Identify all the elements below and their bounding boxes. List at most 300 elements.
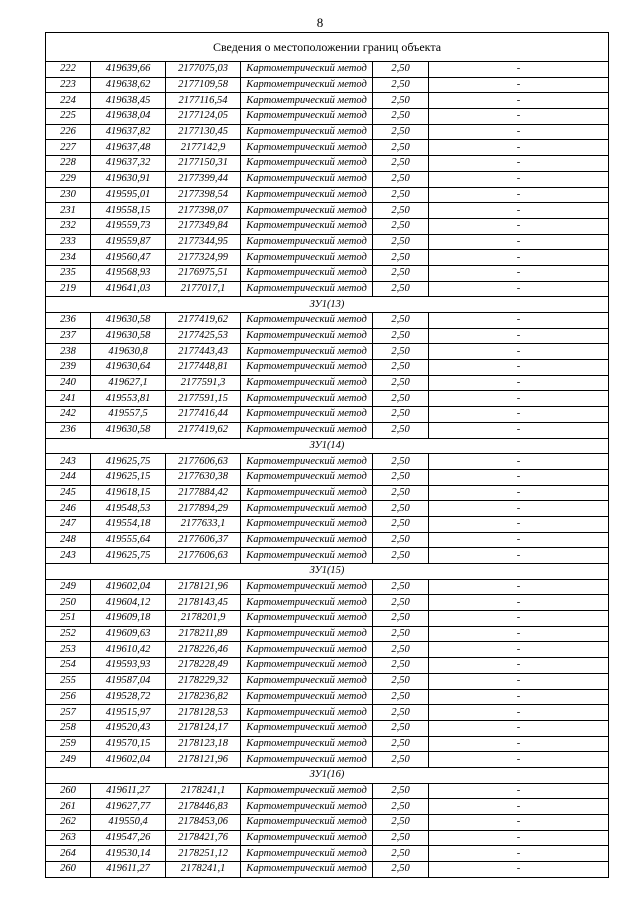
y-coordinate-cell: 2178121,96	[166, 579, 241, 595]
point-number-cell: 237	[46, 328, 91, 344]
accuracy-cell: 2,50	[373, 516, 429, 532]
accuracy-cell: 2,50	[373, 62, 429, 78]
y-coordinate-cell: 2177606,37	[166, 532, 241, 548]
table-row	[46, 250, 609, 266]
description-cell: -	[429, 673, 609, 689]
point-number-cell: 232	[46, 218, 91, 234]
method-cell: Картометрический метод	[241, 313, 373, 329]
table-row	[46, 407, 609, 423]
point-number-cell: 242	[46, 407, 91, 423]
x-coordinate-cell: 419610,42	[91, 642, 166, 658]
table-row	[46, 77, 609, 93]
description-cell: -	[429, 579, 609, 595]
table-row	[46, 391, 609, 407]
x-coordinate-cell: 419611,27	[91, 783, 166, 799]
point-number-cell: 234	[46, 250, 91, 266]
table-title-row	[46, 33, 609, 62]
point-number-cell: 230	[46, 187, 91, 203]
x-coordinate-cell: 419528,72	[91, 689, 166, 705]
accuracy-cell: 2,50	[373, 783, 429, 799]
description-cell: -	[429, 469, 609, 485]
method-cell: Картометрический метод	[241, 595, 373, 611]
x-coordinate-cell: 419638,04	[91, 109, 166, 125]
accuracy-cell: 2,50	[373, 469, 429, 485]
point-number-cell: 250	[46, 595, 91, 611]
method-cell: Картометрический метод	[241, 407, 373, 423]
accuracy-cell: 2,50	[373, 532, 429, 548]
y-coordinate-cell: 2177633,1	[166, 516, 241, 532]
description-cell: -	[429, 454, 609, 470]
accuracy-cell: 2,50	[373, 328, 429, 344]
method-cell: Картометрический метод	[241, 532, 373, 548]
method-cell: Картометрический метод	[241, 720, 373, 736]
point-number-cell: 247	[46, 516, 91, 532]
accuracy-cell: 2,50	[373, 595, 429, 611]
method-cell: Картометрический метод	[241, 109, 373, 125]
section-label: ЗУ1(15)	[46, 564, 609, 580]
x-coordinate-cell: 419559,73	[91, 218, 166, 234]
y-coordinate-cell: 2178236,82	[166, 689, 241, 705]
table-row	[46, 469, 609, 485]
accuracy-cell: 2,50	[373, 862, 429, 878]
x-coordinate-cell: 419550,4	[91, 815, 166, 831]
y-coordinate-cell: 2177419,62	[166, 313, 241, 329]
table-row	[46, 93, 609, 109]
x-coordinate-cell: 419560,47	[91, 250, 166, 266]
accuracy-cell: 2,50	[373, 375, 429, 391]
method-cell: Картометрический метод	[241, 218, 373, 234]
point-number-cell: 263	[46, 830, 91, 846]
point-number-cell: 225	[46, 109, 91, 125]
table-row	[46, 422, 609, 438]
point-number-cell: 255	[46, 673, 91, 689]
y-coordinate-cell: 2177630,38	[166, 469, 241, 485]
method-cell: Картометрический метод	[241, 469, 373, 485]
y-coordinate-cell: 2178201,9	[166, 611, 241, 627]
x-coordinate-cell: 419630,58	[91, 328, 166, 344]
x-coordinate-cell: 419625,75	[91, 548, 166, 564]
y-coordinate-cell: 2178226,46	[166, 642, 241, 658]
x-coordinate-cell: 419548,53	[91, 501, 166, 517]
table-row	[46, 265, 609, 281]
description-cell: -	[429, 344, 609, 360]
accuracy-cell: 2,50	[373, 752, 429, 768]
method-cell: Картометрический метод	[241, 344, 373, 360]
description-cell: -	[429, 720, 609, 736]
method-cell: Картометрический метод	[241, 673, 373, 689]
description-cell: -	[429, 218, 609, 234]
accuracy-cell: 2,50	[373, 109, 429, 125]
x-coordinate-cell: 419602,04	[91, 579, 166, 595]
accuracy-cell: 2,50	[373, 391, 429, 407]
table-row	[46, 375, 609, 391]
method-cell: Картометрический метод	[241, 422, 373, 438]
accuracy-cell: 2,50	[373, 313, 429, 329]
y-coordinate-cell: 2177075,03	[166, 62, 241, 78]
table-row	[46, 752, 609, 768]
description-cell: -	[429, 830, 609, 846]
table-row	[46, 234, 609, 250]
table-row	[46, 595, 609, 611]
method-cell: Картометрический метод	[241, 736, 373, 752]
x-coordinate-cell: 419618,15	[91, 485, 166, 501]
method-cell: Картометрический метод	[241, 62, 373, 78]
accuracy-cell: 2,50	[373, 720, 429, 736]
table-row	[46, 783, 609, 799]
y-coordinate-cell: 2178211,89	[166, 626, 241, 642]
method-cell: Картометрический метод	[241, 846, 373, 862]
y-coordinate-cell: 2177398,54	[166, 187, 241, 203]
method-cell: Картометрический метод	[241, 815, 373, 831]
method-cell: Картометрический метод	[241, 783, 373, 799]
accuracy-cell: 2,50	[373, 454, 429, 470]
description-cell: -	[429, 281, 609, 297]
accuracy-cell: 2,50	[373, 140, 429, 156]
y-coordinate-cell: 2177419,62	[166, 422, 241, 438]
accuracy-cell: 2,50	[373, 407, 429, 423]
point-number-cell: 262	[46, 815, 91, 831]
description-cell: -	[429, 234, 609, 250]
x-coordinate-cell: 419637,48	[91, 140, 166, 156]
table-row	[46, 344, 609, 360]
point-number-cell: 223	[46, 77, 91, 93]
description-cell: -	[429, 862, 609, 878]
x-coordinate-cell: 419520,43	[91, 720, 166, 736]
description-cell: -	[429, 391, 609, 407]
y-coordinate-cell: 2177324,99	[166, 250, 241, 266]
accuracy-cell: 2,50	[373, 642, 429, 658]
description-cell: -	[429, 611, 609, 627]
method-cell: Картометрический метод	[241, 689, 373, 705]
y-coordinate-cell: 2178446,83	[166, 799, 241, 815]
point-number-cell: 241	[46, 391, 91, 407]
table-row	[46, 313, 609, 329]
table-row	[46, 187, 609, 203]
x-coordinate-cell: 419604,12	[91, 595, 166, 611]
y-coordinate-cell: 2177606,63	[166, 548, 241, 564]
description-cell: -	[429, 203, 609, 219]
x-coordinate-cell: 419558,15	[91, 203, 166, 219]
method-cell: Картометрический метод	[241, 579, 373, 595]
y-coordinate-cell: 2178251,12	[166, 846, 241, 862]
description-cell: -	[429, 250, 609, 266]
point-number-cell: 235	[46, 265, 91, 281]
description-cell: -	[429, 77, 609, 93]
x-coordinate-cell: 419638,45	[91, 93, 166, 109]
section-label: ЗУ1(14)	[46, 438, 609, 454]
y-coordinate-cell: 2178421,76	[166, 830, 241, 846]
x-coordinate-cell: 419609,63	[91, 626, 166, 642]
y-coordinate-cell: 2177443,43	[166, 344, 241, 360]
description-cell: -	[429, 265, 609, 281]
y-coordinate-cell: 2178228,49	[166, 658, 241, 674]
point-number-cell: 229	[46, 171, 91, 187]
description-cell: -	[429, 532, 609, 548]
point-number-cell: 253	[46, 642, 91, 658]
y-coordinate-cell: 2177425,53	[166, 328, 241, 344]
method-cell: Картометрический метод	[241, 171, 373, 187]
point-number-cell: 243	[46, 548, 91, 564]
x-coordinate-cell: 419630,64	[91, 360, 166, 376]
method-cell: Картометрический метод	[241, 830, 373, 846]
description-cell: -	[429, 375, 609, 391]
table-row	[46, 140, 609, 156]
x-coordinate-cell: 419554,18	[91, 516, 166, 532]
method-cell: Картометрический метод	[241, 799, 373, 815]
table-row	[46, 281, 609, 297]
table-row	[46, 171, 609, 187]
y-coordinate-cell: 2177399,44	[166, 171, 241, 187]
y-coordinate-cell: 2177416,44	[166, 407, 241, 423]
table-row	[46, 218, 609, 234]
y-coordinate-cell: 2177116,54	[166, 93, 241, 109]
y-coordinate-cell: 2178453,06	[166, 815, 241, 831]
x-coordinate-cell: 419553,81	[91, 391, 166, 407]
method-cell: Картометрический метод	[241, 140, 373, 156]
method-cell: Картометрический метод	[241, 391, 373, 407]
accuracy-cell: 2,50	[373, 187, 429, 203]
description-cell: -	[429, 140, 609, 156]
description-cell: -	[429, 642, 609, 658]
method-cell: Картометрический метод	[241, 281, 373, 297]
point-number-cell: 243	[46, 454, 91, 470]
description-cell: -	[429, 156, 609, 172]
point-number-cell: 219	[46, 281, 91, 297]
accuracy-cell: 2,50	[373, 93, 429, 109]
y-coordinate-cell: 2177130,45	[166, 124, 241, 140]
section-header-row	[46, 767, 609, 783]
accuracy-cell: 2,50	[373, 234, 429, 250]
table-row	[46, 626, 609, 642]
description-cell: -	[429, 187, 609, 203]
y-coordinate-cell: 2177448,81	[166, 360, 241, 376]
description-cell: -	[429, 783, 609, 799]
point-number-cell: 249	[46, 752, 91, 768]
x-coordinate-cell: 419638,62	[91, 77, 166, 93]
accuracy-cell: 2,50	[373, 658, 429, 674]
table-row	[46, 658, 609, 674]
method-cell: Картометрический метод	[241, 93, 373, 109]
x-coordinate-cell: 419555,64	[91, 532, 166, 548]
y-coordinate-cell: 2177344,95	[166, 234, 241, 250]
description-cell: -	[429, 422, 609, 438]
accuracy-cell: 2,50	[373, 156, 429, 172]
method-cell: Картометрический метод	[241, 328, 373, 344]
description-cell: -	[429, 846, 609, 862]
accuracy-cell: 2,50	[373, 501, 429, 517]
method-cell: Картометрический метод	[241, 626, 373, 642]
table-row	[46, 705, 609, 721]
y-coordinate-cell: 2178121,96	[166, 752, 241, 768]
y-coordinate-cell: 2178123,18	[166, 736, 241, 752]
accuracy-cell: 2,50	[373, 360, 429, 376]
x-coordinate-cell: 419637,32	[91, 156, 166, 172]
y-coordinate-cell: 2178229,32	[166, 673, 241, 689]
method-cell: Картометрический метод	[241, 77, 373, 93]
x-coordinate-cell: 419587,04	[91, 673, 166, 689]
accuracy-cell: 2,50	[373, 689, 429, 705]
description-cell: -	[429, 626, 609, 642]
point-number-cell: 252	[46, 626, 91, 642]
x-coordinate-cell: 419609,18	[91, 611, 166, 627]
x-coordinate-cell: 419547,26	[91, 830, 166, 846]
section-header-row	[46, 438, 609, 454]
table-row	[46, 501, 609, 517]
x-coordinate-cell: 419557,5	[91, 407, 166, 423]
table-row	[46, 736, 609, 752]
method-cell: Картометрический метод	[241, 203, 373, 219]
accuracy-cell: 2,50	[373, 485, 429, 501]
table-row	[46, 689, 609, 705]
description-cell: -	[429, 93, 609, 109]
description-cell: -	[429, 360, 609, 376]
method-cell: Картометрический метод	[241, 752, 373, 768]
point-number-cell: 261	[46, 799, 91, 815]
table-row	[46, 109, 609, 125]
method-cell: Картометрический метод	[241, 485, 373, 501]
accuracy-cell: 2,50	[373, 815, 429, 831]
description-cell: -	[429, 109, 609, 125]
method-cell: Картометрический метод	[241, 375, 373, 391]
table-title: Сведения о местоположении границ объекта	[46, 33, 609, 62]
accuracy-cell: 2,50	[373, 344, 429, 360]
x-coordinate-cell: 419630,91	[91, 171, 166, 187]
description-cell: -	[429, 548, 609, 564]
description-cell: -	[429, 171, 609, 187]
description-cell: -	[429, 124, 609, 140]
x-coordinate-cell: 419559,87	[91, 234, 166, 250]
accuracy-cell: 2,50	[373, 736, 429, 752]
method-cell: Картометрический метод	[241, 250, 373, 266]
point-number-cell: 236	[46, 313, 91, 329]
accuracy-cell: 2,50	[373, 548, 429, 564]
method-cell: Картометрический метод	[241, 658, 373, 674]
x-coordinate-cell: 419515,97	[91, 705, 166, 721]
y-coordinate-cell: 2177124,05	[166, 109, 241, 125]
table-row	[46, 611, 609, 627]
point-number-cell: 246	[46, 501, 91, 517]
accuracy-cell: 2,50	[373, 203, 429, 219]
table-row	[46, 642, 609, 658]
description-cell: -	[429, 658, 609, 674]
x-coordinate-cell: 419627,77	[91, 799, 166, 815]
method-cell: Картометрический метод	[241, 548, 373, 564]
table-row	[46, 673, 609, 689]
y-coordinate-cell: 2177142,9	[166, 140, 241, 156]
accuracy-cell: 2,50	[373, 799, 429, 815]
accuracy-cell: 2,50	[373, 265, 429, 281]
y-coordinate-cell: 2177884,42	[166, 485, 241, 501]
description-cell: -	[429, 62, 609, 78]
y-coordinate-cell: 2178143,45	[166, 595, 241, 611]
table-row	[46, 579, 609, 595]
y-coordinate-cell: 2177606,63	[166, 454, 241, 470]
table-row	[46, 799, 609, 815]
point-number-cell: 236	[46, 422, 91, 438]
accuracy-cell: 2,50	[373, 281, 429, 297]
point-number-cell: 260	[46, 783, 91, 799]
table-row	[46, 360, 609, 376]
method-cell: Картометрический метод	[241, 516, 373, 532]
point-number-cell: 227	[46, 140, 91, 156]
description-cell: -	[429, 705, 609, 721]
description-cell: -	[429, 752, 609, 768]
table-row	[46, 548, 609, 564]
section-label: ЗУ1(16)	[46, 767, 609, 783]
y-coordinate-cell: 2178128,53	[166, 705, 241, 721]
description-cell: -	[429, 516, 609, 532]
x-coordinate-cell: 419602,04	[91, 752, 166, 768]
page-number: 8	[316, 15, 324, 30]
x-coordinate-cell: 419641,03	[91, 281, 166, 297]
accuracy-cell: 2,50	[373, 626, 429, 642]
y-coordinate-cell: 2177591,3	[166, 375, 241, 391]
point-number-cell: 248	[46, 532, 91, 548]
accuracy-cell: 2,50	[373, 846, 429, 862]
method-cell: Картометрический метод	[241, 862, 373, 878]
table-row	[46, 124, 609, 140]
description-cell: -	[429, 736, 609, 752]
x-coordinate-cell: 419625,75	[91, 454, 166, 470]
x-coordinate-cell: 419530,14	[91, 846, 166, 862]
description-cell: -	[429, 799, 609, 815]
x-coordinate-cell: 419595,01	[91, 187, 166, 203]
table-row	[46, 203, 609, 219]
description-cell: -	[429, 328, 609, 344]
y-coordinate-cell: 2177109,58	[166, 77, 241, 93]
accuracy-cell: 2,50	[373, 611, 429, 627]
point-number-cell: 251	[46, 611, 91, 627]
table-body	[46, 33, 609, 878]
description-cell: -	[429, 501, 609, 517]
point-number-cell: 258	[46, 720, 91, 736]
y-coordinate-cell: 2177349,84	[166, 218, 241, 234]
accuracy-cell: 2,50	[373, 218, 429, 234]
accuracy-cell: 2,50	[373, 579, 429, 595]
point-number-cell: 222	[46, 62, 91, 78]
table-row	[46, 485, 609, 501]
y-coordinate-cell: 2177150,31	[166, 156, 241, 172]
point-number-cell: 244	[46, 469, 91, 485]
point-number-cell: 224	[46, 93, 91, 109]
section-header-row	[46, 297, 609, 313]
point-number-cell: 226	[46, 124, 91, 140]
table-row	[46, 516, 609, 532]
point-number-cell: 239	[46, 360, 91, 376]
accuracy-cell: 2,50	[373, 124, 429, 140]
y-coordinate-cell: 2177591,15	[166, 391, 241, 407]
x-coordinate-cell: 419630,8	[91, 344, 166, 360]
description-cell: -	[429, 689, 609, 705]
boundary-coordinates-table	[45, 32, 609, 878]
point-number-cell: 256	[46, 689, 91, 705]
y-coordinate-cell: 2177017,1	[166, 281, 241, 297]
method-cell: Картометрический метод	[241, 360, 373, 376]
description-cell: -	[429, 815, 609, 831]
accuracy-cell: 2,50	[373, 171, 429, 187]
point-number-cell: 259	[46, 736, 91, 752]
point-number-cell: 231	[46, 203, 91, 219]
x-coordinate-cell: 419625,15	[91, 469, 166, 485]
x-coordinate-cell: 419611,27	[91, 862, 166, 878]
x-coordinate-cell: 419570,15	[91, 736, 166, 752]
table-row	[46, 720, 609, 736]
y-coordinate-cell: 2178124,17	[166, 720, 241, 736]
point-number-cell: 233	[46, 234, 91, 250]
table-row	[46, 862, 609, 878]
table-row	[46, 454, 609, 470]
method-cell: Картометрический метод	[241, 501, 373, 517]
